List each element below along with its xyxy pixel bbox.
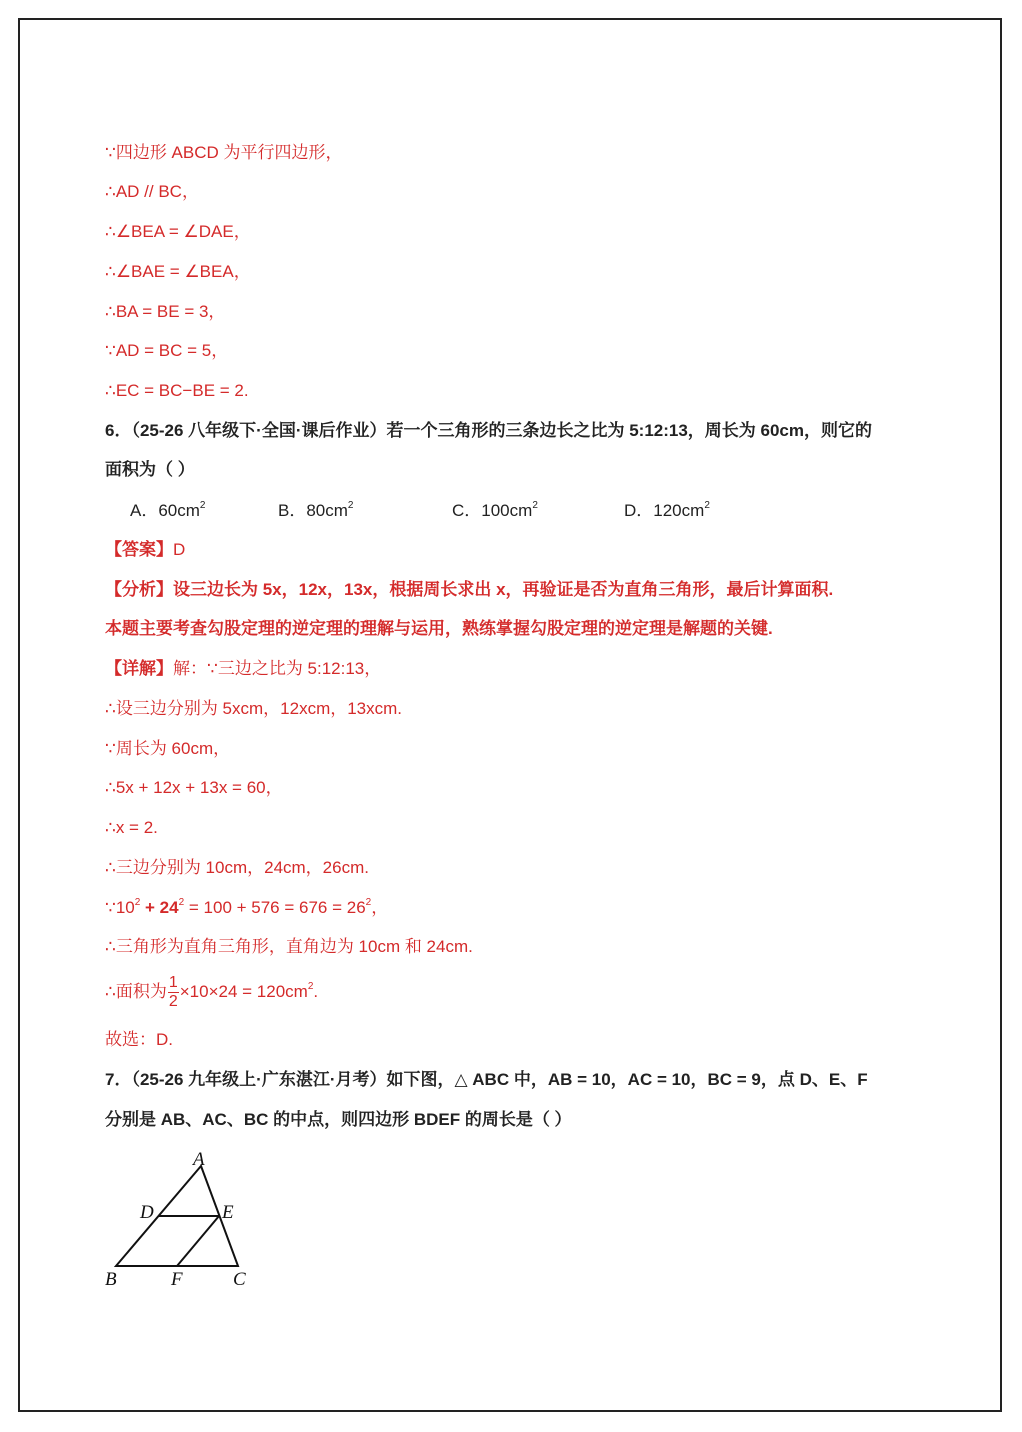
proof-line: ∴EC = BC−BE = 2. bbox=[105, 381, 249, 400]
question-6-stem: 6．（25-26 八年级下·全国·课后作业）若一个三角形的三条边长之比为 5:12:13，周长为 60cm，则它的 bbox=[105, 421, 872, 440]
analysis-line-2: 本题主要考查勾股定理的逆定理的理解与运用，熟练掌握勾股定理的逆定理是解题的关键. bbox=[105, 619, 773, 638]
triangle-figure bbox=[100, 1145, 270, 1295]
label-e: E bbox=[222, 1202, 234, 1223]
label-c: C bbox=[233, 1269, 246, 1290]
proof-line: ∴AD // BC， bbox=[105, 182, 199, 201]
question-6-stem-cont: 面积为（ ） bbox=[105, 460, 195, 479]
detail-step: ∴设三边分别为 5xcm，12xcm，13xcm. bbox=[105, 699, 403, 718]
analysis-line: 【分析】设三边长为 5x，12x，13x，根据周长求出 x，再验证是否为直角三角形，最后计算面积. bbox=[105, 580, 834, 599]
label-d: D bbox=[140, 1202, 154, 1223]
option-d: D．$120cm^2$ bbox=[624, 500, 710, 520]
option-c: C．$100cm^2$ bbox=[452, 500, 538, 520]
segment-ef bbox=[177, 1216, 219, 1266]
detail-step: ∵周长为 60cm， bbox=[105, 739, 231, 758]
detail-line: 【详解】解：∵三边之比为 5:12:13， bbox=[105, 659, 382, 678]
detail-step-area: ∴面积为 $\frac{1}{2}$ $\times 10\times 24 = 120cm^2$. bbox=[105, 974, 319, 1010]
detail-step: ∴5x + 12x + 13x = 60， bbox=[105, 778, 283, 797]
label-a: A bbox=[193, 1149, 205, 1170]
answer-line: 【答案】D bbox=[105, 540, 186, 559]
question-7-stem: 7．（25-26 九年级上·广东湛江·月考）如下图，△ ABC 中，AB = 10，AC = 10，BC = 9，点 D、E、F bbox=[105, 1070, 868, 1089]
detail-step: ∴三边分别为 10cm，24cm，26cm. bbox=[105, 858, 369, 877]
label-f: F bbox=[171, 1269, 183, 1290]
question-7-stem-cont: 分别是 AB、AC、BC 的中点，则四边形 BDEF 的周长是（ ） bbox=[105, 1110, 572, 1129]
proof-line: ∴∠BAE = ∠BEA， bbox=[105, 262, 251, 281]
option-b: B．$80cm^2$ bbox=[278, 500, 354, 520]
detail-step: $\because 10^2 + 24^2 = 100 + 576 = 676 = 26^2$， bbox=[105, 897, 389, 917]
detail-step: ∴三角形为直角三角形，直角边为 10cm 和 24cm. bbox=[105, 937, 473, 956]
fraction: $\frac{1}{2}$ bbox=[168, 974, 178, 1010]
detail-step: ∴x = 2. bbox=[105, 818, 158, 837]
proof-line: ∴BA = BE = 3， bbox=[105, 302, 226, 321]
proof-line: ∵四边形 ABCD 为平行四边形， bbox=[105, 143, 343, 162]
final-choice: 故选：D. bbox=[105, 1030, 173, 1049]
option-a: A．$60cm^2$ bbox=[130, 500, 206, 520]
proof-line: ∴∠BEA = ∠DAE， bbox=[105, 222, 251, 241]
proof-line: ∵AD = BC = 5， bbox=[105, 341, 229, 360]
label-b: B bbox=[105, 1269, 117, 1290]
